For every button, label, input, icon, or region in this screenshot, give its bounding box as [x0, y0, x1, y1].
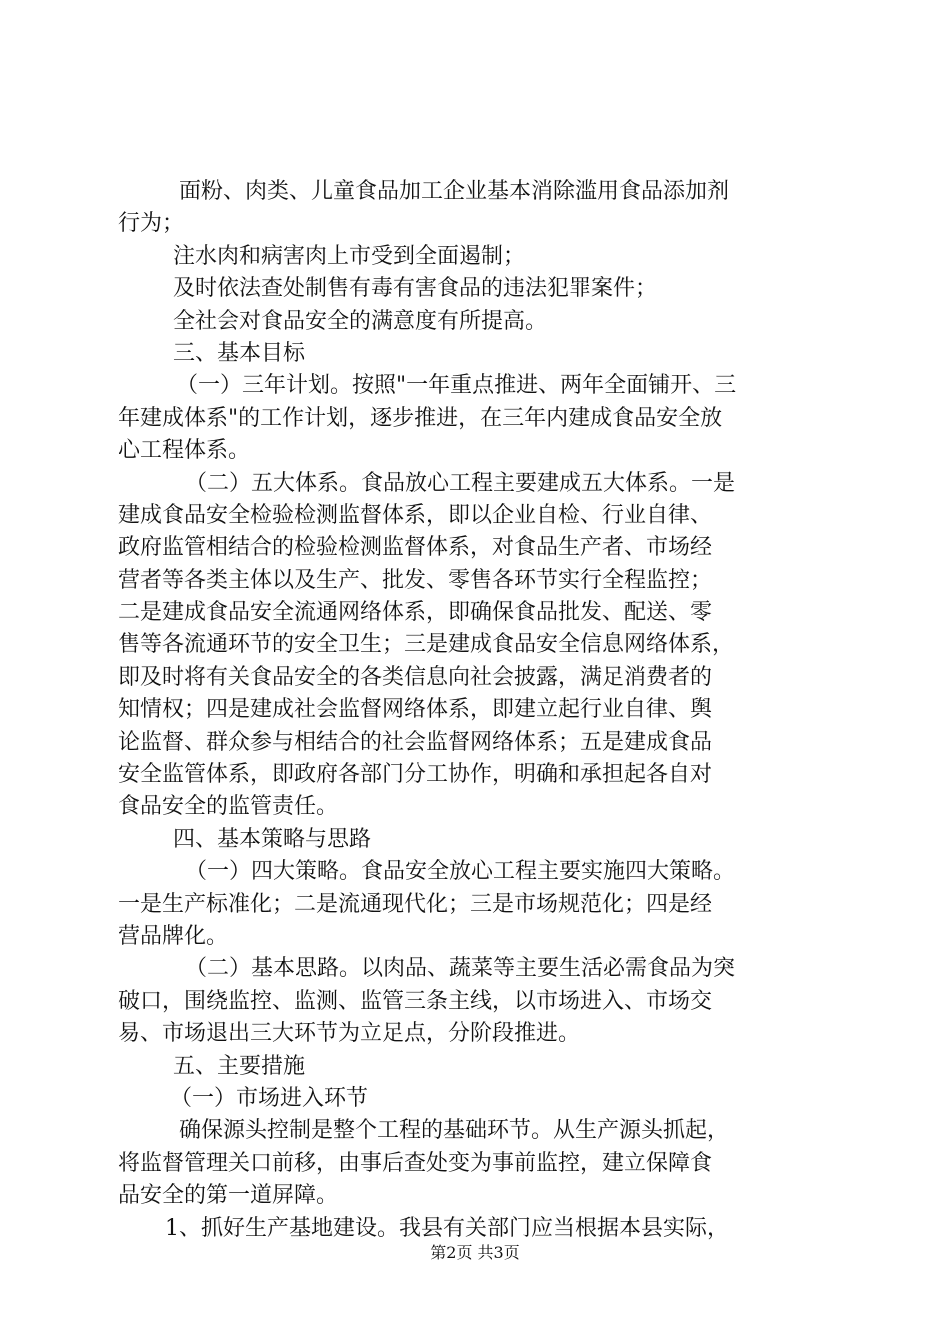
text-line: 1、抓好生产基地建设。我县有关部门应当根据本县实际，: [165, 1215, 729, 1241]
section-heading: 四、基本策略与思路: [173, 826, 372, 852]
text-line: 安全监管体系，即政府各部门分工协作，明确和承担起各自对: [118, 762, 713, 788]
text-line: 一是生产标准化；二是流通现代化；三是市场规范化；四是经: [118, 891, 713, 917]
text-line: 心工程体系。: [118, 438, 251, 464]
text-line: （一）三年计划。按照"一年重点推进、两年全面铺开、三: [176, 373, 737, 399]
text-line: 知情权；四是建成社会监督网络体系，即建立起行业自律、舆: [118, 697, 713, 723]
text-line: 面粉、肉类、儿童食品加工企业基本消除滥用食品添加剂: [179, 179, 730, 204]
text-line: 易、市场退出三大环节为立足点，分阶段推进。: [118, 1021, 581, 1047]
text-line: 将监督管理关口前移，由事后查处变为事前监控，建立保障食: [118, 1150, 713, 1176]
text-line: （二）基本思路。以肉品、蔬菜等主要生活必需食品为突: [185, 956, 736, 982]
text-line: （二）五大体系。食品放心工程主要建成五大体系。一是: [185, 470, 736, 496]
text-line: 及时依法查处制售有毒有害食品的违法犯罪案件；: [173, 276, 658, 302]
document-body: [118, 176, 838, 1245]
text-line: 破口，围绕监控、监测、监管三条主线，以市场进入、市场交: [118, 988, 713, 1014]
text-line: 确保源头控制是整个工程的基础环节。从生产源头抓起，: [179, 1118, 730, 1144]
text-line: 行为；: [118, 211, 185, 237]
text-line: 全社会对食品安全的满意度有所提高。: [173, 308, 548, 334]
text-line: 售等各流通环节的安全卫生；三是建成食品安全信息网络体系，: [118, 632, 735, 658]
text-line: 建成食品安全检验检测监督体系，即以企业自检、行业自律、: [118, 502, 713, 528]
subsection-heading: （一）市场进入环节: [170, 1085, 369, 1111]
section-heading: 五、主要措施: [173, 1053, 306, 1079]
text-line: 营品牌化。: [118, 923, 229, 949]
text-line: 食品安全的监管责任。: [118, 794, 339, 820]
section-heading: 三、基本目标: [173, 340, 306, 366]
text-line: 政府监管相结合的检验检测监督体系，对食品生产者、市场经: [118, 535, 713, 561]
page-footer: 第2页 共3页: [430, 1243, 520, 1262]
text-line: 论监督、群众参与相结合的社会监督网络体系；五是建成食品: [118, 729, 713, 755]
text-line: 营者等各类主体以及生产、批发、零售各环节实行全程监控；: [118, 567, 713, 593]
text-line: （一）四大策略。食品安全放心工程主要实施四大策略。: [185, 859, 736, 885]
text-line: 年建成体系"的工作计划，逐步推进，在三年内建成食品安全放: [118, 405, 723, 431]
text-line: 即及时将有关食品安全的各类信息向社会披露，满足消费者的: [118, 664, 713, 690]
text-line: 注水肉和病害肉上市受到全面遏制；: [173, 243, 526, 269]
text-line: 二是建成食品安全流通网络体系，即确保食品批发、配送、零: [118, 600, 713, 626]
text-line: 品安全的第一道屏障。: [118, 1183, 339, 1209]
